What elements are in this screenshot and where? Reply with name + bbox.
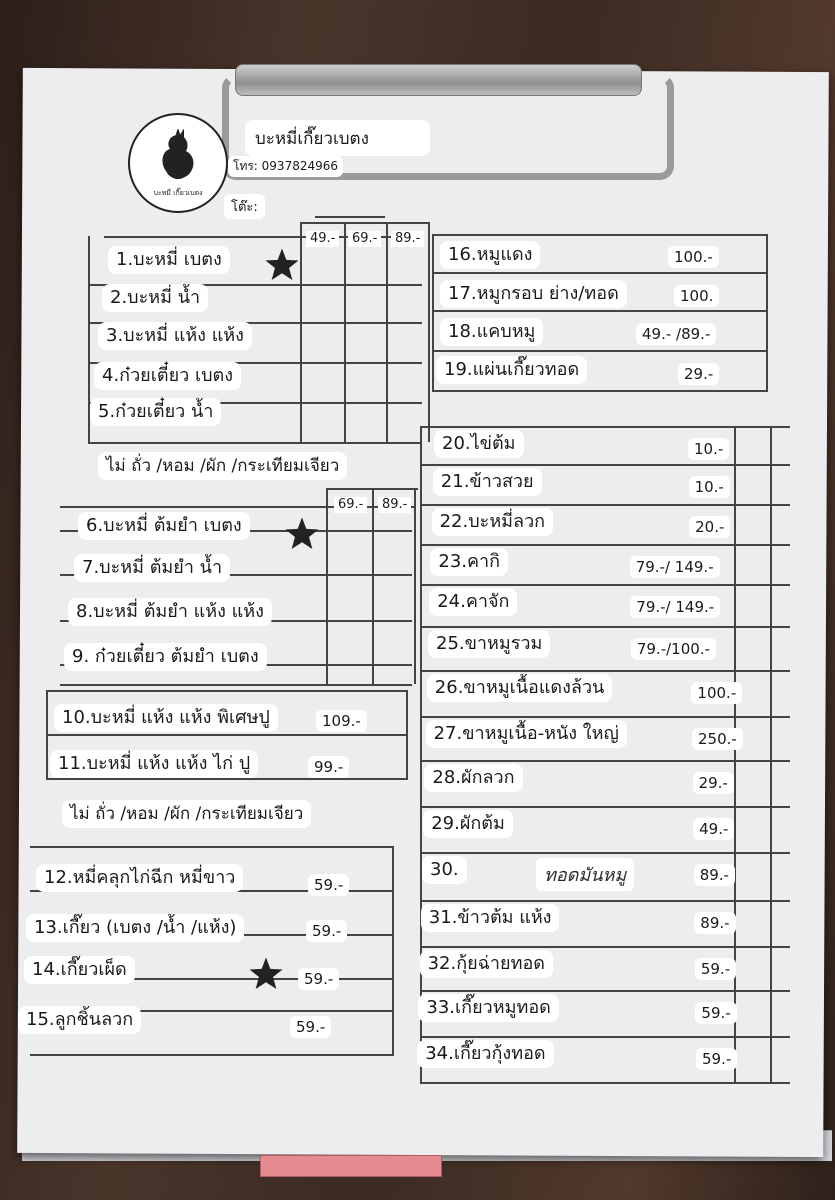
- menu-price: 100.-: [668, 246, 719, 268]
- menu-item: 18.แคบหมู: [440, 318, 543, 346]
- menu-item: 21.ข้าวสวย: [433, 468, 542, 496]
- menu-price: 89.-: [694, 912, 735, 934]
- menu-item: 31.ข้าวต้ม แห้ง: [421, 904, 560, 932]
- menu-item: 33.เกี๊ยวหมูทอด: [418, 994, 558, 1022]
- menu-price: 20.-: [689, 516, 730, 538]
- menu-item: 1.บะหมี่ เบตง: [108, 246, 230, 274]
- menu-price: 100.: [674, 285, 719, 307]
- menu-item: 8.บะหมี่ ต้มยำ แห้ง แห้ง: [68, 598, 272, 626]
- grid-line: [432, 234, 434, 390]
- grid-line: [432, 234, 768, 236]
- menu-item: 23.คากิ: [430, 548, 508, 576]
- clipboard-clip: [235, 64, 642, 96]
- menu-item: 27.ขาหมูเนื้อ-หนัง ใหญ่: [426, 720, 627, 748]
- menu-price: 59.-: [696, 1048, 737, 1070]
- grid-line: [432, 390, 768, 392]
- phone-number: โทร: 0937824966: [228, 156, 343, 177]
- menu-price: 29.-: [678, 363, 719, 385]
- grid-line: [326, 488, 328, 684]
- menu-price: 59.-: [298, 968, 339, 990]
- menu-price: 79.-/ 149.-: [630, 596, 720, 618]
- binder-clip: [260, 1155, 442, 1177]
- menu-item: 22.บะหมี่ลวก: [432, 508, 554, 536]
- menu-item: 19.แผ่นเกี๊ยวทอด: [436, 356, 587, 384]
- menu-item: 10.บะหมี่ แห้ง แห้ง พิเศษปู: [54, 704, 278, 732]
- price-header: 89.-: [391, 231, 424, 247]
- menu-item: 26.ขาหมูเนื้อแดงล้วน: [427, 674, 613, 702]
- menu-price: 59.-: [308, 874, 349, 896]
- rooster-icon: [150, 129, 206, 189]
- menu-item: 17.หมูกรอบ ย่าง/ทอด: [440, 280, 627, 308]
- menu-price: 10.-: [689, 476, 730, 498]
- menu-item: 16.หมูแดง: [440, 241, 540, 269]
- price-header: 69.-: [348, 231, 381, 247]
- no-toppings-note: ไม่ ถั่ว /หอม /ผัก /กระเทียมเจียว: [62, 800, 311, 828]
- menu-price: 59.-: [695, 1002, 736, 1024]
- menu-price: 109.-: [316, 710, 367, 732]
- menu-item: 2.บะหมี่ น้ำ: [102, 284, 208, 312]
- price-header: 69.-: [334, 497, 367, 513]
- star-icon: [248, 956, 284, 992]
- grid-line: [770, 426, 772, 1082]
- menu-item: 7.บะหมี่ ต้มยำ น้ำ: [74, 554, 230, 582]
- menu-price: 100.-: [691, 682, 742, 704]
- grid-line: [432, 310, 768, 312]
- grid-line: [88, 442, 422, 444]
- grid-line: [406, 690, 408, 778]
- shop-logo: [128, 113, 228, 213]
- grid-line: [60, 684, 412, 686]
- menu-item: 14.เกี๊ยวเผ็ด: [24, 956, 135, 984]
- menu-item: 30.: [422, 856, 467, 884]
- menu-price: 10.-: [688, 438, 729, 460]
- menu-item: 5.ก๋วยเตี๋ยว น้ำ: [90, 398, 221, 426]
- menu-item: 3.บะหมี่ แห้ง แห้ง: [98, 322, 252, 350]
- menu-price: 59.-: [290, 1016, 331, 1038]
- menu-price: 79.-/ 149.-: [630, 556, 720, 578]
- menu-item: 6.บะหมี่ ต้มยำ เบตง: [78, 512, 250, 540]
- menu-price: 49.- /89.-: [636, 323, 716, 345]
- star-icon: [264, 247, 300, 283]
- menu-price: 29.-: [693, 772, 734, 794]
- price-header: 49.-: [306, 231, 339, 247]
- menu-item: 20.ไข่ต้ม: [434, 430, 524, 458]
- grid-line: [46, 778, 408, 780]
- grid-line: [344, 222, 346, 442]
- shop-title: บะหมี่เกี๊ยวเบตง: [245, 120, 430, 156]
- grid-line: [300, 222, 428, 224]
- grid-line: [734, 426, 736, 1082]
- grid-line: [46, 690, 408, 692]
- menu-price: 250.-: [692, 728, 743, 750]
- grid-line: [766, 234, 768, 390]
- menu-item: 29.ผักต้ม: [423, 810, 513, 838]
- menu-item: 24.คาจัก: [429, 588, 517, 616]
- star-icon: [284, 516, 320, 552]
- menu-item: 32.กุ้ยฉ่ายทอด: [420, 950, 553, 978]
- menu-item: 25.ขาหมูรวม: [428, 630, 550, 658]
- menu-item: 4.ก๋วยเตี๋ยว เบตง: [94, 362, 241, 390]
- menu-price: 79.-/100.-: [631, 638, 716, 660]
- grid-line: [432, 350, 768, 352]
- table-number-label: โต๊ะ:: [224, 194, 265, 219]
- grid-line: [372, 488, 374, 684]
- grid-line: [428, 222, 430, 442]
- grid-line: [420, 1082, 790, 1084]
- grid-line: [392, 846, 394, 1054]
- grid-line: [386, 222, 388, 442]
- menu-item: 9. ก๋วยเตี๋ยว ต้มยำ เบตง: [64, 643, 267, 671]
- menu-item: 34.เกี๊ยวกุ้งทอด: [417, 1040, 553, 1068]
- grid-line: [46, 734, 408, 736]
- grid-line: [414, 488, 416, 684]
- menu-item: 28.ผักลวก: [424, 764, 522, 792]
- menu-item: 11.บะหมี่ แห้ง แห้ง ไก่ ปู: [50, 750, 258, 778]
- handwritten-item-30: ทอดมันหมู: [536, 858, 634, 891]
- menu-item: 12.หมี่คลุกไก่ฉีก หมี่ขาว: [36, 864, 243, 892]
- grid-line: [46, 690, 48, 778]
- logo-text: บะหมี่ เกี๊ยวเบตง: [153, 189, 203, 197]
- menu-price: 59.-: [695, 958, 736, 980]
- menu-price: 99.-: [308, 756, 349, 778]
- grid-line: [30, 846, 394, 848]
- menu-price: 89.-: [694, 864, 735, 886]
- table-number-line: [315, 216, 385, 218]
- grid-line: [300, 222, 302, 442]
- menu-item: 13.เกี๊ยว (เบตง /น้ำ /แห้ง): [26, 914, 244, 942]
- menu-item: 15.ลูกชิ้นลวก: [18, 1006, 141, 1034]
- grid-line: [30, 1054, 394, 1056]
- price-header: 89.-: [378, 497, 411, 513]
- no-toppings-note: ไม่ ถั่ว /หอม /ผัก /กระเทียมเจียว: [98, 452, 347, 480]
- grid-line: [420, 426, 422, 1082]
- menu-price: 49.-: [693, 818, 734, 840]
- menu-price: 59.-: [306, 920, 347, 942]
- grid-line: [432, 272, 768, 274]
